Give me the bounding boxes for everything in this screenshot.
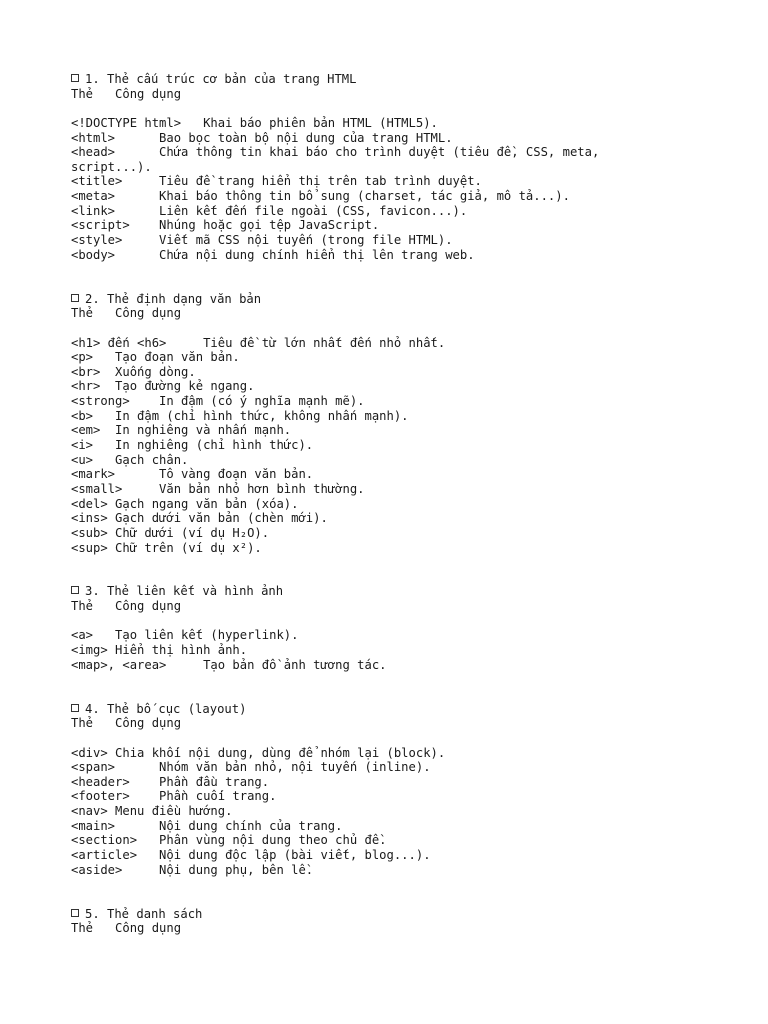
spacer	[71, 262, 751, 291]
tag-line: <b> In đậm (chỉ hình thức, không nhấn mạnh).	[71, 408, 409, 423]
tag-line: <section> Phân vùng nội dung theo chủ đề.	[71, 833, 387, 848]
section-text-formatting	[71, 292, 751, 556]
tag-line: <meta> Khai báo thông tin bổ sung (charset, tác giả, mô tả...).	[71, 189, 570, 204]
column-header: Thẻ Công dụng	[71, 921, 182, 936]
section-title	[71, 702, 751, 717]
tag-line: <br> Xuống dòng.	[71, 364, 196, 379]
tag-line: <script> Nhúng hoặc gọi tệp JavaScript.	[71, 218, 380, 233]
section-title	[71, 292, 751, 307]
tag-line: <main> Nội dung chính của trang.	[71, 818, 343, 833]
section-title-text: 5. Thẻ danh sách	[85, 906, 203, 921]
spacer	[71, 614, 751, 629]
spacer	[71, 321, 751, 336]
tag-line: <html> Bao bọc toàn bộ nội dung của trang HTML.	[71, 130, 453, 145]
section-links-images	[71, 584, 751, 672]
tag-line: <hr> Tạo đường kẻ ngang.	[71, 379, 255, 394]
section-title-text: 4. Thẻ bố cục (layout)	[85, 701, 247, 716]
tag-line: <header> Phần đầu trang.	[71, 774, 270, 789]
column-header: Thẻ Công dụng	[71, 306, 182, 321]
tag-line: <mark> Tô vàng đoạn văn bản.	[71, 467, 314, 482]
tag-line: <img> Hiển thị hình ảnh.	[71, 643, 248, 658]
tag-line: <aside> Nội dung phụ, bên lề.	[71, 862, 314, 877]
tag-line: <title> Tiêu đề trang hiển thị trên tab trình duyệt.	[71, 174, 482, 189]
section-lists	[71, 907, 751, 936]
tag-line: <span> Nhóm văn bản nhỏ, nội tuyến (inline).	[71, 760, 431, 775]
tag-line: <div> Chia khối nội dung, dùng để nhóm lại (block).	[71, 745, 446, 760]
tag-line: <sup> Chữ trên (ví dụ x²).	[71, 540, 262, 555]
bullet-square-icon	[71, 704, 79, 712]
tag-line: <a> Tạo liên kết (hyperlink).	[71, 628, 299, 643]
column-header: Thẻ Công dụng	[71, 716, 182, 731]
tag-line: <small> Văn bản nhỏ hơn bình thường.	[71, 481, 365, 496]
bullet-square-icon	[71, 74, 79, 82]
spacer	[71, 101, 751, 116]
spacer	[71, 555, 751, 584]
tag-line: <del> Gạch ngang văn bản (xóa).	[71, 496, 299, 511]
tag-line: <head> Chứa thông tin khai báo cho trình duyệt (tiêu đề, CSS, meta,	[71, 145, 600, 160]
bullet-square-icon	[71, 586, 79, 594]
tag-line: <ins> Gạch dưới văn bản (chèn mới).	[71, 511, 328, 526]
section-layout	[71, 702, 751, 878]
bullet-square-icon	[71, 294, 79, 302]
tag-line: <footer> Phần cuối trang.	[71, 789, 277, 804]
tag-line: <h1> đến <h6> Tiêu đề từ lớn nhất đến nhỏ nhất.	[71, 335, 446, 350]
tag-line: <p> Tạo đoạn văn bản.	[71, 350, 240, 365]
section-title-text: 2. Thẻ định dạng văn bản	[85, 291, 262, 306]
spacer	[71, 731, 751, 746]
column-header: Thẻ Công dụng	[71, 86, 182, 101]
tag-line: <i> In nghiêng (chỉ hình thức).	[71, 438, 314, 453]
tag-line: <u> Gạch chân.	[71, 452, 189, 467]
document-body	[71, 72, 751, 936]
section-title	[71, 584, 751, 599]
tag-line: <article> Nội dung độc lập (bài viết, blog...).	[71, 848, 431, 862]
bullet-square-icon	[71, 909, 79, 917]
tag-line: <strong> In đậm (có ý nghĩa mạnh mẽ).	[71, 394, 365, 409]
section-title-text: 3. Thẻ liên kết và hình ảnh	[85, 584, 284, 599]
section-title	[71, 907, 751, 922]
spacer	[71, 672, 751, 701]
tag-line: <map>, <area> Tạo bản đồ ảnh tương tác.	[71, 657, 387, 672]
tag-line: <sub> Chữ dưới (ví dụ H₂O).	[71, 525, 270, 540]
tag-line: <em> In nghiêng và nhấn mạnh.	[71, 423, 292, 438]
section-title	[71, 72, 751, 87]
section-basic-structure	[71, 72, 751, 262]
spacer	[71, 877, 751, 906]
section-title-text: 1. Thẻ cấu trúc cơ bản của trang HTML	[85, 72, 357, 86]
column-header: Thẻ Công dụng	[71, 599, 182, 614]
tag-line: script...).	[71, 159, 152, 174]
tag-line: <link> Liên kết đến file ngoài (CSS, favicon...).	[71, 203, 468, 218]
tag-line: <nav> Menu điều hướng.	[71, 804, 233, 819]
tag-line: <!DOCTYPE html> Khai báo phiên bản HTML (HTML5).	[71, 115, 438, 130]
tag-line: <body> Chứa nội dung chính hiển thị lên trang web.	[71, 247, 475, 262]
tag-line: <style> Viết mã CSS nội tuyến (trong file HTML).	[71, 233, 453, 248]
